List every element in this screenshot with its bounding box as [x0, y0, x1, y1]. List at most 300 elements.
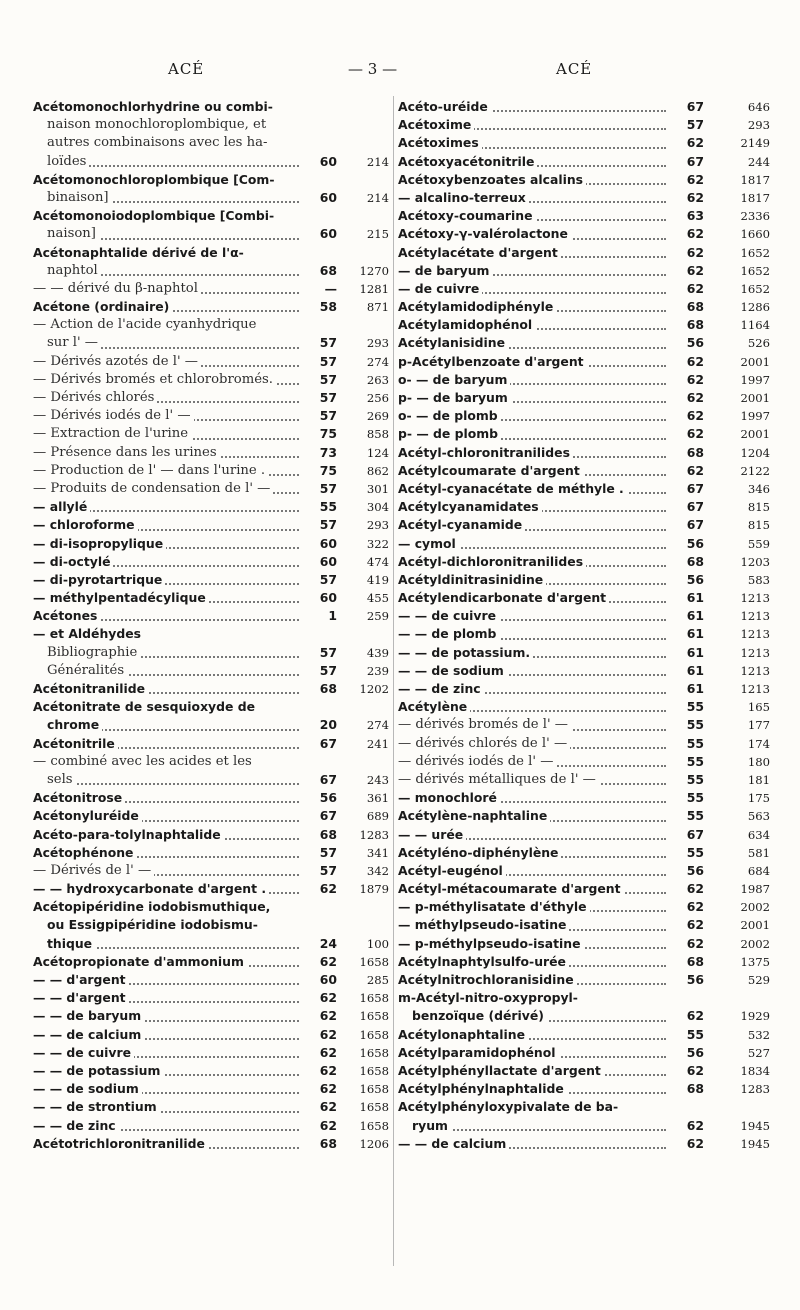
index-entry: [33, 207, 389, 225]
index-entry: [398, 498, 770, 516]
index-entry: [33, 262, 389, 280]
index-entry: [33, 462, 389, 480]
volume-number: 57: [307, 862, 337, 880]
volume-number: 55: [674, 807, 704, 825]
page-reference: 2122: [718, 462, 770, 480]
entry-text: Acétylnitrochloranisidine: [398, 971, 577, 989]
entry-text: Acétylène: [398, 698, 470, 716]
header-right-letters: ACÉ: [556, 60, 593, 78]
right-index-column: [398, 98, 770, 1153]
volume-number: 62: [674, 244, 704, 262]
index-entry: [33, 444, 389, 462]
page-reference: 634: [718, 826, 770, 844]
page-reference: 304: [345, 498, 389, 516]
entry-text: Acétophénone: [33, 844, 136, 862]
page-reference: 256: [345, 389, 389, 407]
index-entry: [33, 771, 389, 789]
header-left-letters: ACÉ: [168, 60, 205, 78]
entry-text: Bibliographie: [33, 644, 140, 662]
page-reference: 1945: [718, 1117, 770, 1135]
entry-text: m-Acétyl-nitro-oxypropyl-: [398, 989, 581, 1007]
page-reference: 2001: [718, 916, 770, 934]
index-entry: [398, 789, 770, 807]
page-reference: 174: [718, 735, 770, 753]
index-entry: [398, 444, 770, 462]
page-reference: 214: [345, 153, 389, 171]
entry-text: Acétoximes: [398, 134, 482, 152]
entry-text: Acétylcyanamidates: [398, 498, 542, 516]
page-reference: 559: [718, 535, 770, 553]
page-reference: 2336: [718, 207, 770, 225]
volume-number: 61: [674, 625, 704, 643]
index-entry: [33, 189, 389, 207]
volume-number: 55: [674, 698, 704, 716]
index-entry: [33, 898, 389, 916]
index-entry: [398, 589, 770, 607]
index-entry: [33, 735, 389, 753]
entry-text: — — de potassium: [33, 1062, 163, 1080]
index-entry: [398, 680, 770, 698]
entry-text: — — de strontium: [33, 1098, 160, 1116]
entry-text: chrome: [33, 716, 102, 734]
index-entry: [398, 1117, 770, 1135]
entry-text: — — de baryum: [33, 1007, 144, 1025]
index-entry: [398, 516, 770, 534]
entry-text: — dérivés chlorés de l' —: [398, 735, 570, 753]
entry-text: thique: [33, 935, 95, 953]
entry-text: Acétylonaphtaline: [398, 1026, 528, 1044]
volume-number: 57: [307, 334, 337, 352]
volume-number: 62: [307, 1080, 337, 1098]
index-entry: [398, 826, 770, 844]
page-reference: 259: [345, 607, 389, 625]
page-reference: 1658: [345, 1098, 389, 1116]
entry-text: — — de plomb: [398, 625, 499, 643]
entry-text: — — de zinc: [33, 1117, 119, 1135]
entry-text: — — dérivé du β-naphtol: [33, 280, 201, 298]
page-reference: 1658: [345, 1117, 389, 1135]
entry-text: Acétylamidophénol: [398, 316, 535, 334]
index-entry: [33, 553, 389, 571]
page-reference: 1204: [718, 444, 770, 462]
volume-number: 68: [307, 680, 337, 698]
entry-text: — — de zinc: [398, 680, 484, 698]
index-entry: [33, 225, 389, 243]
entry-text: — dérivés iodés de l' —: [398, 753, 556, 771]
index-entry: [33, 662, 389, 680]
volume-number: 60: [307, 971, 337, 989]
volume-number: 67: [674, 480, 704, 498]
page-reference: 1286: [718, 298, 770, 316]
index-entry: [398, 298, 770, 316]
entry-text: loïdes: [33, 153, 89, 171]
volume-number: 57: [307, 844, 337, 862]
entry-text: — dérivés métalliques de l' —: [398, 771, 599, 789]
volume-number: 68: [674, 316, 704, 334]
volume-number: 68: [674, 953, 704, 971]
page-reference: 361: [345, 789, 389, 807]
entry-text: — — de calcium: [33, 1026, 144, 1044]
entry-text: — — hydroxycarbonate d'argent .: [33, 880, 269, 898]
index-entry: [398, 480, 770, 498]
volume-number: 62: [307, 1062, 337, 1080]
index-entry: [398, 1062, 770, 1080]
entry-text: — p-méthylisatate d'éthyle: [398, 898, 590, 916]
index-entry: [33, 880, 389, 898]
entry-text: Acétyl-dichloronitranilides: [398, 553, 586, 571]
index-entry: [33, 1135, 389, 1153]
entry-text: — Dérivés bromés et chlorobromés.: [33, 371, 276, 389]
volume-number: 62: [674, 371, 704, 389]
volume-number: 62: [307, 1098, 337, 1116]
page-reference: 581: [718, 844, 770, 862]
volume-number: 57: [307, 480, 337, 498]
page-reference: 1817: [718, 189, 770, 207]
entry-text: — Action de l'acide cyanhydrique: [33, 316, 259, 334]
volume-number: 67: [674, 153, 704, 171]
page-reference: 1283: [718, 1080, 770, 1098]
volume-number: 60: [307, 225, 337, 243]
index-entry: [33, 607, 389, 625]
index-entry: [33, 316, 389, 334]
volume-number: 62: [674, 389, 704, 407]
index-entry: [33, 971, 389, 989]
page-reference: 1213: [718, 644, 770, 662]
page-reference: 1283: [345, 826, 389, 844]
volume-number: 55: [674, 753, 704, 771]
entry-text: Acétyl-chloronitranilides: [398, 444, 573, 462]
volume-number: 62: [307, 1026, 337, 1044]
volume-number: 56: [674, 971, 704, 989]
page-reference: 274: [345, 353, 389, 371]
page-reference: 1997: [718, 407, 770, 425]
volume-number: 56: [307, 789, 337, 807]
volume-number: 68: [674, 1080, 704, 1098]
page-reference: 165: [718, 698, 770, 716]
volume-number: 62: [307, 1117, 337, 1135]
index-entry: [33, 916, 389, 934]
index-entry: [398, 353, 770, 371]
volume-number: 62: [674, 1062, 704, 1080]
index-entry: [398, 807, 770, 825]
index-entry: [398, 371, 770, 389]
page-reference: 1270: [345, 262, 389, 280]
entry-text: sur l' —: [33, 334, 101, 352]
index-entry: [33, 480, 389, 498]
entry-text: Acétopropionate d'ammonium: [33, 953, 247, 971]
page-reference: 244: [718, 153, 770, 171]
index-entry: [33, 571, 389, 589]
index-entry: [33, 244, 389, 262]
entry-text: Acétones: [33, 607, 100, 625]
page-reference: 285: [345, 971, 389, 989]
entry-text: — Présence dans les urines: [33, 444, 220, 462]
volume-number: 56: [674, 862, 704, 880]
page-reference: 263: [345, 371, 389, 389]
volume-number: 56: [674, 334, 704, 352]
index-entry: [33, 98, 389, 116]
volume-number: 60: [307, 589, 337, 607]
entry-text: Acétylendicarbonate d'argent: [398, 589, 609, 607]
entry-text: Acéto-para-tolylnaphtalide: [33, 826, 224, 844]
entry-text: Acétoxy-coumarine: [398, 207, 536, 225]
volume-number: 62: [674, 462, 704, 480]
page-reference: 1164: [718, 316, 770, 334]
entry-text: Acétonitranilide: [33, 680, 148, 698]
index-entry: [33, 1098, 389, 1116]
volume-number: 62: [307, 953, 337, 971]
volume-number: 67: [674, 826, 704, 844]
page-reference: 342: [345, 862, 389, 880]
volume-number: 57: [307, 371, 337, 389]
index-entry: [33, 498, 389, 516]
index-entry: [398, 116, 770, 134]
index-entry: [33, 844, 389, 862]
volume-number: 58: [307, 298, 337, 316]
entry-text: Acétyléno-diphénylène: [398, 844, 561, 862]
volume-number: 61: [674, 607, 704, 625]
volume-number: 63: [674, 207, 704, 225]
page-reference: 689: [345, 807, 389, 825]
volume-number: 55: [674, 789, 704, 807]
volume-number: 62: [674, 407, 704, 425]
index-entry: [33, 953, 389, 971]
entry-text: — Dérivés azotés de l' —: [33, 353, 201, 371]
page-reference: 175: [718, 789, 770, 807]
entry-text: ou Essigpipéridine iodobismu-: [33, 916, 261, 934]
volume-number: 57: [307, 353, 337, 371]
volume-number: 62: [307, 1007, 337, 1025]
entry-text: — — urée: [398, 826, 466, 844]
page-reference: 1658: [345, 1062, 389, 1080]
index-entry: [33, 826, 389, 844]
index-entry: [33, 134, 389, 152]
index-entry: [33, 862, 389, 880]
entry-text: Acétoxyacétonitrile: [398, 153, 537, 171]
index-entry: [398, 153, 770, 171]
entry-text: — allylé: [33, 498, 90, 516]
index-entry: [33, 807, 389, 825]
entry-text: — cymol: [398, 535, 459, 553]
volume-number: 62: [674, 225, 704, 243]
page-reference: 346: [718, 480, 770, 498]
index-entry: [33, 589, 389, 607]
entry-text: Acétyldinitrasinidine: [398, 571, 546, 589]
page-reference: 1879: [345, 880, 389, 898]
page-reference: 474: [345, 553, 389, 571]
index-entry: [398, 571, 770, 589]
page-reference: 563: [718, 807, 770, 825]
index-entry: [398, 1135, 770, 1153]
entry-text: — Produits de condensation de l' —: [33, 480, 273, 498]
entry-text: Acétylphénylnaphtalide: [398, 1080, 567, 1098]
volume-number: 62: [674, 916, 704, 934]
entry-text: naison]: [33, 225, 99, 243]
page-reference: 1213: [718, 680, 770, 698]
volume-number: 62: [674, 134, 704, 152]
entry-text: Acétyl-cyanacétate de méthyle .: [398, 480, 627, 498]
index-entry: [33, 407, 389, 425]
entry-text: Acétyl-eugénol: [398, 862, 506, 880]
entry-text: Acétylphényllactate d'argent: [398, 1062, 604, 1080]
entry-text: Acétone (ordinaire): [33, 298, 172, 316]
page-reference: 215: [345, 225, 389, 243]
entry-text: Acétylnaphtylsulfo-urée: [398, 953, 569, 971]
entry-text: — de baryum: [398, 262, 492, 280]
entry-text: Acétomonoiodoplombique [Combi-: [33, 207, 277, 225]
index-entry: [398, 535, 770, 553]
page-reference: 1997: [718, 371, 770, 389]
index-entry: [33, 989, 389, 1007]
page-reference: 2001: [718, 353, 770, 371]
page-reference: 1658: [345, 1026, 389, 1044]
volume-number: 61: [674, 644, 704, 662]
page-reference: 1834: [718, 1062, 770, 1080]
page-reference: 1658: [345, 1080, 389, 1098]
volume-number: 57: [307, 516, 337, 534]
entry-text: — Dérivés chlorés: [33, 389, 157, 407]
entry-text: — de cuivre: [398, 280, 482, 298]
volume-number: 20: [307, 716, 337, 734]
page-reference: 274: [345, 716, 389, 734]
page-reference: 1202: [345, 680, 389, 698]
page-reference: 1652: [718, 244, 770, 262]
index-entry: [398, 698, 770, 716]
volume-number: 62: [674, 1007, 704, 1025]
page-reference: 815: [718, 516, 770, 534]
index-entry: [33, 625, 389, 643]
page-reference: 1660: [718, 225, 770, 243]
entry-text: — Extraction de l'urine: [33, 425, 191, 443]
volume-number: 55: [674, 716, 704, 734]
page-number: — 3 —: [348, 60, 398, 78]
entry-text: binaison]: [33, 189, 112, 207]
entry-text: — — de sodium: [33, 1080, 142, 1098]
index-entry: [33, 516, 389, 534]
entry-text: — p-méthylpseudo-isatine: [398, 935, 583, 953]
index-entry: [398, 644, 770, 662]
page-reference: 2002: [718, 935, 770, 953]
volume-number: 1: [307, 607, 337, 625]
entry-text: Acétomonochlorhydrine ou combi-: [33, 98, 276, 116]
entry-text: autres combinaisons avec les ha-: [33, 134, 270, 152]
page-reference: 419: [345, 571, 389, 589]
volume-number: 57: [307, 644, 337, 662]
page-reference: 815: [718, 498, 770, 516]
index-entry: [398, 189, 770, 207]
volume-number: 55: [307, 498, 337, 516]
entry-text: — — d'argent: [33, 989, 129, 1007]
page-reference: 858: [345, 425, 389, 443]
volume-number: 24: [307, 935, 337, 953]
page-reference: 1658: [345, 1007, 389, 1025]
volume-number: 62: [307, 1044, 337, 1062]
entry-text: ryum: [398, 1117, 451, 1135]
index-entry: [398, 1098, 770, 1116]
volume-number: 62: [674, 1135, 704, 1153]
index-entry: [33, 789, 389, 807]
page-reference: 1213: [718, 625, 770, 643]
volume-number: 62: [674, 1117, 704, 1135]
volume-number: 56: [674, 1044, 704, 1062]
entry-text: Acétylcoumarate d'argent: [398, 462, 583, 480]
page-reference: 293: [718, 116, 770, 134]
index-entry: [398, 262, 770, 280]
column-divider: [393, 96, 394, 1266]
volume-number: 67: [307, 735, 337, 753]
volume-number: 62: [307, 880, 337, 898]
entry-text: o- — de baryum: [398, 371, 510, 389]
volume-number: 68: [307, 826, 337, 844]
page-reference: 243: [345, 771, 389, 789]
volume-number: —: [307, 280, 337, 298]
index-entry: [398, 171, 770, 189]
volume-number: 60: [307, 553, 337, 571]
page-reference: 862: [345, 462, 389, 480]
page-reference: 2002: [718, 898, 770, 916]
index-entry: [33, 1117, 389, 1135]
page-reference: 1987: [718, 880, 770, 898]
index-entry: [33, 698, 389, 716]
index-entry: [33, 1080, 389, 1098]
index-entry: [33, 716, 389, 734]
page-reference: 214: [345, 189, 389, 207]
index-entry: [398, 735, 770, 753]
entry-text: Acétonitrile: [33, 735, 118, 753]
index-entry: [33, 535, 389, 553]
index-entry: [398, 462, 770, 480]
entry-text: — dérivés bromés de l' —: [398, 716, 571, 734]
index-entry: [398, 1044, 770, 1062]
volume-number: 55: [674, 1026, 704, 1044]
volume-number: 62: [674, 353, 704, 371]
index-entry: [398, 280, 770, 298]
page-reference: 100: [345, 935, 389, 953]
page-reference: 2001: [718, 389, 770, 407]
page-reference: 1213: [718, 589, 770, 607]
entry-text: sels: [33, 771, 76, 789]
volume-number: 56: [674, 571, 704, 589]
index-entry: [33, 644, 389, 662]
page-reference: 124: [345, 444, 389, 462]
page-reference: 293: [345, 516, 389, 534]
entry-text: — — d'argent: [33, 971, 129, 989]
index-entry: [398, 916, 770, 934]
page-header: [0, 60, 800, 84]
volume-number: 57: [307, 571, 337, 589]
volume-number: 55: [674, 735, 704, 753]
index-entry: [33, 389, 389, 407]
entry-text: — combiné avec les acides et les: [33, 753, 255, 771]
entry-text: p-Acétylbenzoate d'argent: [398, 353, 587, 371]
entry-text: Acétylacétate d'argent: [398, 244, 561, 262]
volume-number: 57: [674, 116, 704, 134]
volume-number: 75: [307, 462, 337, 480]
page-reference: 1203: [718, 553, 770, 571]
page-reference: 1658: [345, 953, 389, 971]
volume-number: 68: [674, 444, 704, 462]
entry-text: Acéto-uréide: [398, 98, 491, 116]
page-reference: 532: [718, 1026, 770, 1044]
index-entry: [398, 625, 770, 643]
entry-text: — di-isopropylique: [33, 535, 166, 553]
entry-text: Acétylanisidine: [398, 334, 508, 352]
index-entry: [398, 716, 770, 734]
index-entry: [398, 98, 770, 116]
volume-number: 62: [307, 989, 337, 1007]
entry-text: Acétomonochloroplombique [Com-: [33, 171, 277, 189]
index-entry: [398, 771, 770, 789]
